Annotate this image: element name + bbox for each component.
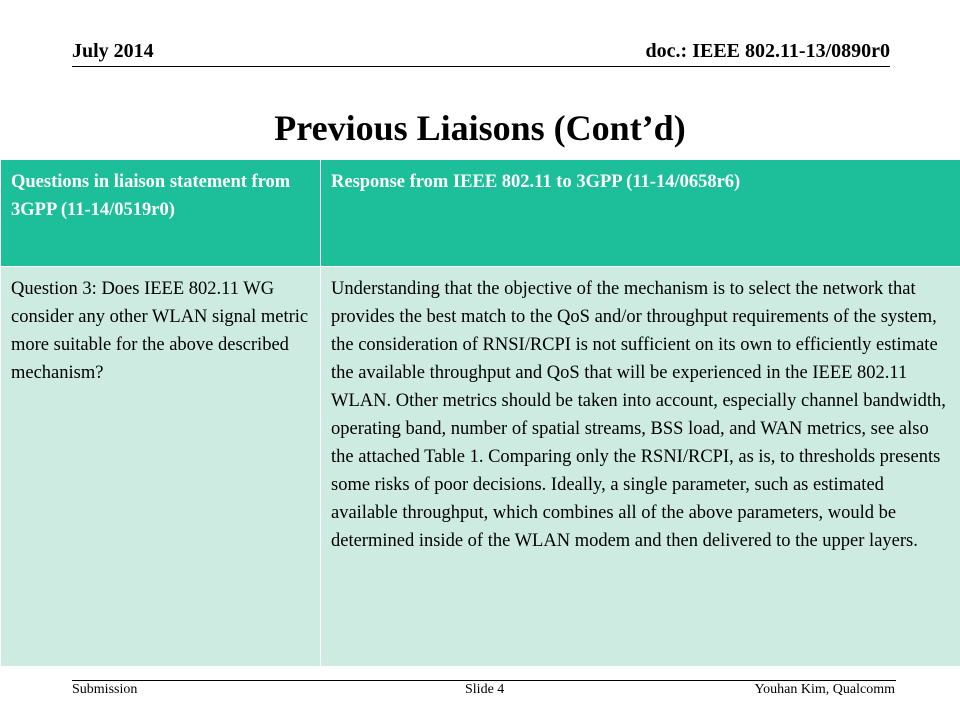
footer-divider bbox=[72, 680, 896, 681]
header-cell-questions: Questions in liaison statement from 3GPP (11-14/0519r0) bbox=[1, 160, 321, 267]
footer-submission: Submission bbox=[72, 682, 138, 697]
question-cell: Question 3: Does IEEE 802.11 WG consider any other WLAN signal metric more suitable for the above described mechanism? bbox=[1, 267, 321, 667]
response-cell: Understanding that the objective of the mechanism is to select the network that provides the best match to the QoS and/or throughput requirements of the system, the consideration of RNSI/RCPI is not sufficient on its own to efficiently estimate the available throughput and QoS that will be experienced in the IEEE 802.11 WLAN. Other metrics should be taken into account, especially channel bandwidth, operating band, number of spatial streams, BSS load, and WAN metrics, see also the attached Table 1. Comparing only the RSNI/RCPI, as is, to thresholds presents some risks of poor decisions. Ideally, a single parameter, such as estimated available throughput, which combines all of the above parameters, would be determined inside of the WLAN modem and then delivered to the upper layers. bbox=[321, 267, 960, 667]
footer-slide-number: Slide 4 bbox=[465, 682, 505, 697]
slide-title: Previous Liaisons (Cont’d) bbox=[274, 108, 686, 148]
header-date: July 2014 bbox=[72, 40, 154, 62]
liaison-table bbox=[0, 159, 960, 667]
header-cell-response: Response from IEEE 802.11 to 3GPP (11-14/0658r6) bbox=[321, 160, 960, 267]
table-row bbox=[1, 267, 960, 667]
header-divider bbox=[72, 66, 890, 67]
header-doc-id: doc.: IEEE 802.11-13/0890r0 bbox=[645, 40, 890, 62]
footer-author: Youhan Kim, Qualcomm bbox=[754, 682, 895, 697]
table-header-row bbox=[1, 160, 960, 267]
